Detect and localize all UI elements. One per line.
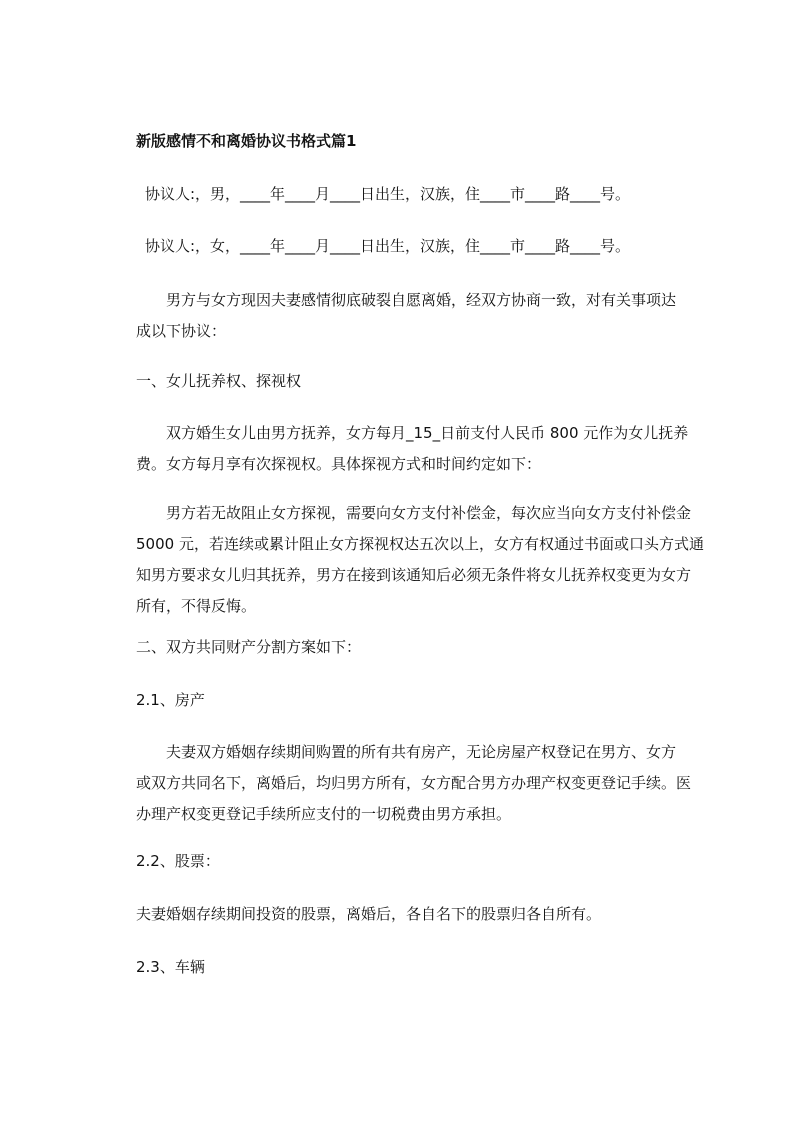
section-1-heading: 一、女儿抚养权、探视权: [136, 372, 302, 390]
custody-paragraph: [136, 418, 716, 480]
subsection-2-1-heading: 2.1、房产: [136, 691, 205, 709]
property-line-3: 办理产权变更登记手续所应支付的一切税费由男方承担。: [136, 805, 512, 823]
subsection-2-3-heading: 2.3、车辆: [136, 958, 205, 976]
party-one-line: 协议人:，男，____年____月____日出生，汉族，住____市____路____号。: [145, 185, 631, 203]
visitation-line-4: 所有，不得反悔。: [136, 597, 257, 615]
intro-line-2: 成以下协议：: [136, 322, 227, 340]
stocks-paragraph: 夫妻婚姻存续期间投资的股票，离婚后，各自名下的股票归各自所有。: [136, 905, 602, 923]
party-two-line: 协议人:，女，____年____月____日出生，汉族，住____市____路____号。: [145, 237, 631, 255]
property-line-2: 或双方共同名下，离婚后，均归男方所有，女方配合男方办理产权变更登记手续。医: [136, 774, 692, 792]
section-2-heading: 二、双方共同财产分割方案如下：: [136, 638, 362, 656]
intro-line-1: 男方与女方现因夫妻感情彻底破裂自愿离婚，经双方协商一致，对有关事项达: [166, 291, 677, 309]
custody-line-2: 费。女方每月享有次探视权。具体探视方式和时间约定如下：: [136, 455, 542, 473]
visitation-line-2: 5000 元，若连续或累计阻止女方探视权达五次以上，女方有权通过书面或口头方式通: [136, 535, 704, 553]
subsection-2-2-heading: 2.2、股票：: [136, 852, 220, 870]
visitation-line-3: 知男方要求女儿归其抚养，男方在接到该通知后必须无条件将女儿抚养权变更为女方: [136, 566, 692, 584]
document-title: 新版感情不和离婚协议书格式篇1: [136, 132, 357, 150]
visitation-line-1: 男方若无故阻止女方探视，需要向女方支付补偿金，每次应当向女方支付补偿金: [166, 504, 692, 522]
intro-paragraph: [136, 285, 716, 347]
property-line-1: 夫妻双方婚姻存续期间购置的所有共有房产，无论房屋产权登记在男方、女方: [166, 743, 677, 761]
custody-line-1: 双方婚生女儿由男方抚养，女方每月_15_日前支付人民币 800 元作为女儿抚养: [166, 424, 689, 442]
visitation-paragraph: [136, 498, 716, 622]
property-paragraph: [136, 737, 716, 830]
